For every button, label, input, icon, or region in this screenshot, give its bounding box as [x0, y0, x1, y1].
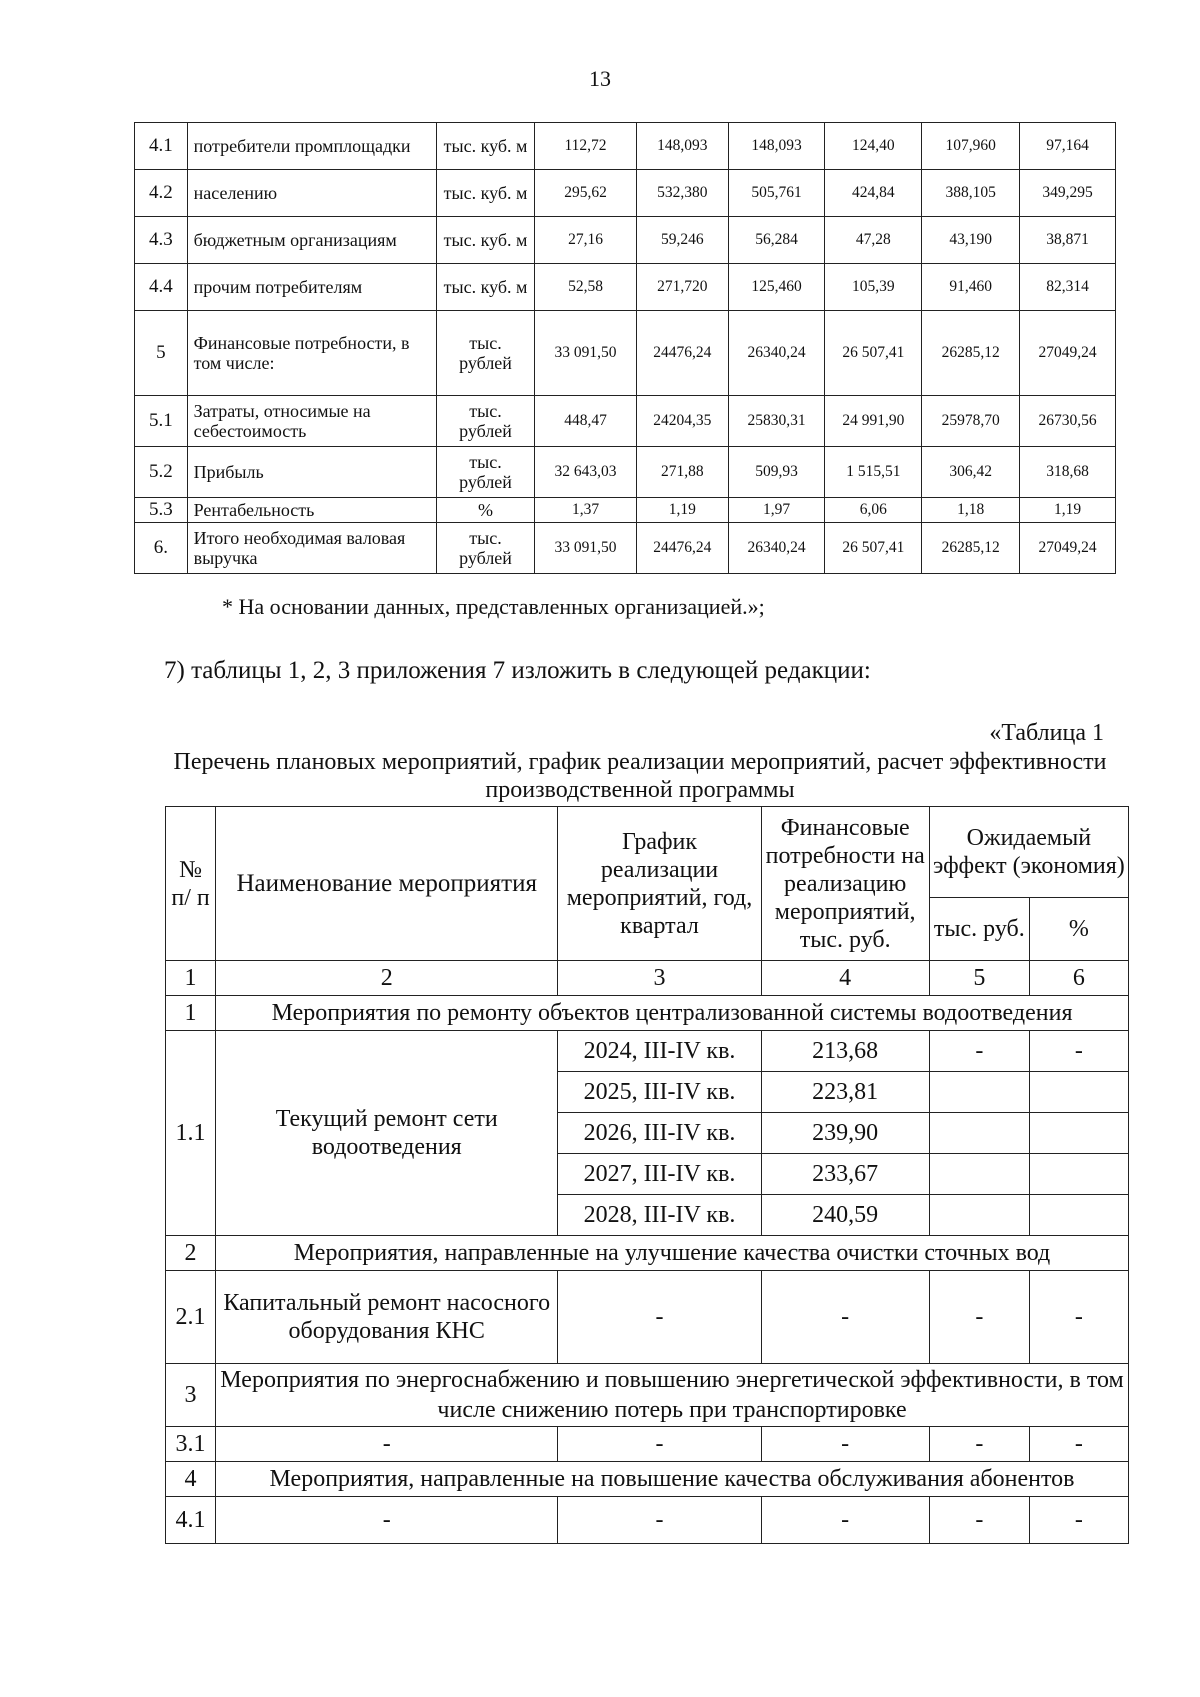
row-number: 5.3	[135, 498, 188, 523]
schedule-cell: 2028, III-IV кв.	[558, 1195, 761, 1236]
section-title: Мероприятия, направленные на повышение качества обслуживания абонентов	[216, 1462, 1129, 1497]
finance-cell: 213,68	[761, 1031, 929, 1072]
col-number: 1	[166, 961, 216, 996]
col-number: 6	[1029, 961, 1128, 996]
section-num: 4	[166, 1462, 216, 1497]
item-num: 2.1	[166, 1271, 216, 1364]
indicator-name: Рентабельность	[187, 498, 436, 523]
value-cell: 32 643,03	[534, 447, 636, 498]
effect-rub-cell	[929, 1195, 1029, 1236]
page-number: 13	[589, 66, 611, 91]
value-cell: 1,18	[922, 498, 1020, 523]
schedule-cell: 2024, III-IV кв.	[558, 1031, 761, 1072]
value-cell: 26 507,41	[825, 523, 922, 574]
value-cell: 1,97	[728, 498, 825, 523]
value-cell: 112,72	[534, 123, 636, 170]
effect-rub-cell: -	[929, 1427, 1029, 1462]
schedule-cell: -	[558, 1497, 761, 1544]
row-number: 5.2	[135, 447, 188, 498]
unit-cell: тыс. куб. м	[437, 217, 535, 264]
value-cell: 26 507,41	[825, 311, 922, 396]
row-number: 4.2	[135, 170, 188, 217]
value-cell: 59,246	[637, 217, 729, 264]
section-num: 1	[166, 996, 216, 1031]
effect-pct-cell	[1029, 1154, 1128, 1195]
header-effect-rub: тыс. руб.	[929, 898, 1029, 961]
value-cell: 1,19	[637, 498, 729, 523]
value-cell: 124,40	[825, 123, 922, 170]
value-cell: 148,093	[637, 123, 729, 170]
value-cell: 82,314	[1020, 264, 1116, 311]
value-cell: 388,105	[922, 170, 1020, 217]
indicator-name: Финансовые потребности, в том числе:	[187, 311, 436, 396]
item-num: 1.1	[166, 1031, 216, 1236]
item-name: -	[216, 1427, 558, 1462]
section-title: Мероприятия, направленные на улучшение качества очистки сточных вод	[216, 1236, 1129, 1271]
unit-cell: тыс. рублей	[437, 311, 535, 396]
indicator-name: Прибыль	[187, 447, 436, 498]
effect-pct-cell: -	[1029, 1497, 1128, 1544]
value-cell: 27049,24	[1020, 311, 1116, 396]
table-row	[135, 217, 1116, 264]
section-title: Мероприятия по энергоснабжению и повышению энергетической эффективности, в том числе снижению потерь при транспортировке	[216, 1364, 1129, 1427]
effect-rub-cell	[929, 1154, 1029, 1195]
item-name: -	[216, 1497, 558, 1544]
unit-cell: тыс. рублей	[437, 396, 535, 447]
row-number: 6.	[135, 523, 188, 574]
effect-pct-cell: -	[1029, 1427, 1128, 1462]
finance-cell: -	[761, 1497, 929, 1544]
effect-pct-cell: -	[1029, 1031, 1128, 1072]
unit-cell: тыс. рублей	[437, 447, 535, 498]
table-row	[135, 170, 1116, 217]
effect-pct-cell: -	[1029, 1271, 1128, 1364]
value-cell: 424,84	[825, 170, 922, 217]
item-num: 3.1	[166, 1427, 216, 1462]
finance-cell: -	[761, 1427, 929, 1462]
effect-rub-cell	[929, 1072, 1029, 1113]
effect-pct-cell	[1029, 1195, 1128, 1236]
schedule-cell: -	[558, 1427, 761, 1462]
table-row	[135, 264, 1116, 311]
value-cell: 105,39	[825, 264, 922, 311]
table-row	[135, 447, 1116, 498]
schedule-cell: 2026, III-IV кв.	[558, 1113, 761, 1154]
indicators-table	[134, 122, 1116, 574]
section-num: 3	[166, 1364, 216, 1427]
row-number: 4.1	[135, 123, 188, 170]
item-name: Капитальный ремонт насосного оборудования КНС	[216, 1271, 558, 1364]
effect-rub-cell: -	[929, 1031, 1029, 1072]
row-number: 5	[135, 311, 188, 396]
table-row	[135, 396, 1116, 447]
row-number: 4.4	[135, 264, 188, 311]
schedule-cell: 2025, III-IV кв.	[558, 1072, 761, 1113]
value-cell: 349,295	[1020, 170, 1116, 217]
value-cell: 33 091,50	[534, 523, 636, 574]
value-cell: 52,58	[534, 264, 636, 311]
finance-cell: -	[761, 1271, 929, 1364]
value-cell: 26340,24	[728, 523, 825, 574]
header-name: Наименование мероприятия	[216, 807, 558, 961]
value-cell: 1,19	[1020, 498, 1116, 523]
effect-pct-cell	[1029, 1113, 1128, 1154]
value-cell: 33 091,50	[534, 311, 636, 396]
value-cell: 295,62	[534, 170, 636, 217]
indicator-name: бюджетным организациям	[187, 217, 436, 264]
table-row	[135, 311, 1116, 396]
measures-table	[165, 806, 1129, 1544]
row-number: 5.1	[135, 396, 188, 447]
unit-cell: тыс. куб. м	[437, 170, 535, 217]
value-cell: 318,68	[1020, 447, 1116, 498]
value-cell: 1 515,51	[825, 447, 922, 498]
table-title: Перечень плановых мероприятий, график реализации мероприятий, расчет эффективности производственной программы	[173, 749, 1107, 803]
unit-cell: тыс. рублей	[437, 523, 535, 574]
header-finance: Финансовые потребности на реализацию мероприятий, тыс. руб.	[761, 807, 929, 961]
value-cell: 24476,24	[637, 311, 729, 396]
value-cell: 24476,24	[637, 523, 729, 574]
value-cell: 27049,24	[1020, 523, 1116, 574]
effect-rub-cell: -	[929, 1497, 1029, 1544]
col-number: 4	[761, 961, 929, 996]
row-number: 4.3	[135, 217, 188, 264]
table-label: «Таблица 1	[989, 720, 1104, 746]
value-cell: 107,960	[922, 123, 1020, 170]
effect-rub-cell	[929, 1113, 1029, 1154]
schedule-cell: -	[558, 1271, 761, 1364]
value-cell: 448,47	[534, 396, 636, 447]
unit-cell: тыс. куб. м	[437, 264, 535, 311]
value-cell: 25978,70	[922, 396, 1020, 447]
value-cell: 509,93	[728, 447, 825, 498]
effect-rub-cell: -	[929, 1271, 1029, 1364]
value-cell: 125,460	[728, 264, 825, 311]
value-cell: 26340,24	[728, 311, 825, 396]
item-name: Текущий ремонт сети водоотведения	[216, 1031, 558, 1236]
value-cell: 6,06	[825, 498, 922, 523]
finance-cell: 223,81	[761, 1072, 929, 1113]
value-cell: 91,460	[922, 264, 1020, 311]
item-num: 4.1	[166, 1497, 216, 1544]
value-cell: 24204,35	[637, 396, 729, 447]
unit-cell: тыс. куб. м	[437, 123, 535, 170]
indicator-name: потребители промплощадки	[187, 123, 436, 170]
col-number: 5	[929, 961, 1029, 996]
value-cell: 148,093	[728, 123, 825, 170]
value-cell: 505,761	[728, 170, 825, 217]
value-cell: 43,190	[922, 217, 1020, 264]
value-cell: 532,380	[637, 170, 729, 217]
header-num: № п/ п	[166, 807, 216, 961]
value-cell: 38,871	[1020, 217, 1116, 264]
col-number: 2	[216, 961, 558, 996]
value-cell: 24 991,90	[825, 396, 922, 447]
indicator-name: прочим потребителям	[187, 264, 436, 311]
value-cell: 26285,12	[922, 523, 1020, 574]
value-cell: 306,42	[922, 447, 1020, 498]
indicator-name: Затраты, относимые на себестоимость	[187, 396, 436, 447]
schedule-cell: 2027, III-IV кв.	[558, 1154, 761, 1195]
finance-cell: 239,90	[761, 1113, 929, 1154]
finance-cell: 240,59	[761, 1195, 929, 1236]
unit-cell: %	[437, 498, 535, 523]
effect-pct-cell	[1029, 1072, 1128, 1113]
finance-cell: 233,67	[761, 1154, 929, 1195]
value-cell: 26730,56	[1020, 396, 1116, 447]
indicator-name: населению	[187, 170, 436, 217]
footnote: * На основании данных, представленных организацией.»;	[222, 594, 765, 619]
table-row	[135, 123, 1116, 170]
value-cell: 25830,31	[728, 396, 825, 447]
value-cell: 271,88	[637, 447, 729, 498]
value-cell: 27,16	[534, 217, 636, 264]
header-effect: Ожидаемый эффект (экономия)	[929, 807, 1128, 898]
table-row	[135, 523, 1116, 574]
indicator-name: Итого необходимая валовая выручка	[187, 523, 436, 574]
value-cell: 1,37	[534, 498, 636, 523]
value-cell: 271,720	[637, 264, 729, 311]
header-effect-pct: %	[1029, 898, 1128, 961]
value-cell: 97,164	[1020, 123, 1116, 170]
value-cell: 26285,12	[922, 311, 1020, 396]
instruction-text: 7) таблицы 1, 2, 3 приложения 7 изложить в следующей редакции:	[164, 657, 871, 684]
value-cell: 56,284	[728, 217, 825, 264]
section-title: Мероприятия по ремонту объектов централизованной системы водоотведения	[216, 996, 1129, 1031]
table-row	[135, 498, 1116, 523]
value-cell: 47,28	[825, 217, 922, 264]
col-number: 3	[558, 961, 761, 996]
section-num: 2	[166, 1236, 216, 1271]
header-schedule: График реализации мероприятий, год, квартал	[558, 807, 761, 961]
